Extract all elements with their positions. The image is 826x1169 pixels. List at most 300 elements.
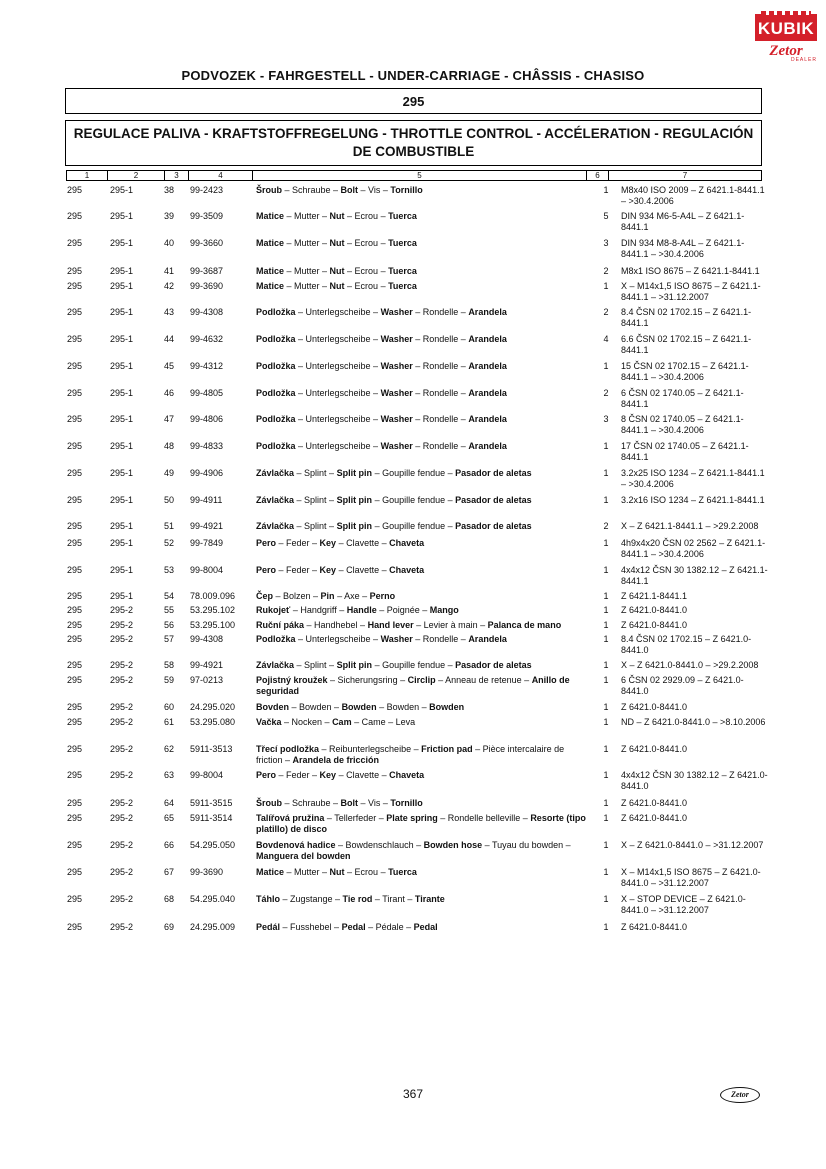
cell-group: 295 <box>67 840 83 850</box>
description-text: – Unterlegscheibe – <box>295 334 381 344</box>
cell-group: 295 <box>67 414 83 424</box>
description-text: – Tuyau du bowden – <box>482 840 571 850</box>
cell-note: Z 6421.0-8441.0 <box>621 702 688 712</box>
cell-description <box>256 334 591 345</box>
cell-group: 295 <box>67 266 83 276</box>
description-term: Tuerca <box>388 867 417 877</box>
cell-subgroup: 295-2 <box>110 702 134 712</box>
cell-position: 58 <box>164 660 175 670</box>
cell-description <box>256 414 591 425</box>
cell-group: 295 <box>67 388 83 398</box>
description-text: – Clavette – <box>336 770 390 780</box>
cell-position: 55 <box>164 605 175 615</box>
description-text: – Mutter – <box>284 867 330 877</box>
description-term: Washer <box>380 414 413 424</box>
description-term: Bovdenová hadice <box>256 840 336 850</box>
description-text: – Unterlegscheibe – <box>295 361 381 371</box>
cell-note: X – Z 6421.0-8441.0 – >31.12.2007 <box>621 840 764 850</box>
description-term: Pero <box>256 770 277 780</box>
cell-subgroup: 295-1 <box>110 495 134 505</box>
cell-description <box>256 894 591 905</box>
description-text: – Feder – <box>276 770 320 780</box>
cell-quantity: 1 <box>603 620 609 630</box>
description-text: – Splint – <box>294 495 337 505</box>
cell-note: 4x4x12 ČSN 30 1382.12 – Z 6421.1-8441.1 <box>621 565 768 586</box>
cell-subgroup: 295-2 <box>110 744 134 754</box>
cell-subgroup: 295-1 <box>110 388 134 398</box>
category-title: PODVOZEK - FAHRGESTELL - UNDER-CARRIAGE - CHÂSSIS - CHASISO <box>181 68 645 83</box>
description-term: Washer <box>380 307 413 317</box>
footer-zetor-logo: Zetor <box>720 1087 760 1103</box>
cell-description <box>256 813 591 835</box>
description-text: – Fusshebel – <box>280 922 342 932</box>
description-term: Split pin <box>336 468 373 478</box>
cell-quantity: 1 <box>603 538 609 548</box>
description-term: Třecí podložka <box>256 744 320 754</box>
cell-group: 295 <box>67 744 83 754</box>
description-term: Nut <box>329 211 345 221</box>
description-term: Arandela <box>468 441 507 451</box>
cell-part-number: 97-0213 <box>190 675 224 685</box>
description-text: – Ecrou – <box>344 281 389 291</box>
description-text: – Rondelle – <box>412 441 469 451</box>
cell-position: 48 <box>164 441 175 451</box>
cell-subgroup: 295-2 <box>110 620 134 630</box>
cell-group: 295 <box>67 605 83 615</box>
cell-position: 60 <box>164 702 175 712</box>
cell-part-number: 99-3687 <box>190 266 224 276</box>
description-text: – Axe – <box>334 591 370 601</box>
cell-quantity: 1 <box>603 867 609 877</box>
cell-note: Z 6421.1-8441.1 <box>621 591 688 601</box>
description-text: – Rondelle belleville – <box>437 813 531 823</box>
cell-quantity: 1 <box>603 660 609 670</box>
cell-quantity: 1 <box>603 281 609 291</box>
cell-description <box>256 266 591 277</box>
description-term: Tuerca <box>388 266 417 276</box>
cell-group: 295 <box>67 185 83 195</box>
description-term: Arandela <box>468 634 507 644</box>
cell-group: 295 <box>67 238 83 248</box>
cell-part-number: 99-4805 <box>190 388 224 398</box>
description-term: Šroub <box>256 185 282 195</box>
cell-subgroup: 295-2 <box>110 813 134 823</box>
description-term: Pero <box>256 565 277 575</box>
cell-note: 6 ČSN 02 2929.09 – Z 6421.0-8441.0 <box>621 675 744 696</box>
cell-quantity: 1 <box>603 185 609 195</box>
cell-position: 54 <box>164 591 175 601</box>
description-text: – Nocken – <box>281 717 333 727</box>
cell-note: Z 6421.0-8441.0 <box>621 620 688 630</box>
cell-quantity: 1 <box>603 361 609 371</box>
cell-note: Z 6421.0-8441.0 <box>621 813 688 823</box>
cell-subgroup: 295-2 <box>110 840 134 850</box>
cell-position: 45 <box>164 361 175 371</box>
description-term: Matice <box>256 867 285 877</box>
cell-note: M8x40 ISO 2009 – Z 6421.1-8441.1 – >30.4.2006 <box>621 185 765 206</box>
cell-note: DIN 934 M8-8-A4L – Z 6421.1-8441.1 – >30.4.2006 <box>621 238 745 259</box>
description-text: – Vis – <box>358 185 391 195</box>
column-header: 1 <box>67 171 108 180</box>
cell-position: 51 <box>164 521 175 531</box>
description-text: – Ecrou – <box>344 867 389 877</box>
cell-note: 4x4x12 ČSN 30 1382.12 – Z 6421.0-8441.0 <box>621 770 768 791</box>
cell-group: 295 <box>67 798 83 808</box>
description-term: Arandela <box>468 414 507 424</box>
description-term: Arandela <box>468 361 507 371</box>
description-term: Podložka <box>256 361 296 371</box>
column-header: 2 <box>108 171 165 180</box>
logo-tagline: DEALER <box>790 57 817 63</box>
cell-note: 15 ČSN 02 1702.15 – Z 6421.1-8441.1 – >30.4.2006 <box>621 361 749 382</box>
description-term: Podložka <box>256 388 296 398</box>
description-term: Pojistný kroužek <box>256 675 328 685</box>
description-term: Tornillo <box>390 185 423 195</box>
cell-part-number: 99-8004 <box>190 565 224 575</box>
cell-description <box>256 565 591 576</box>
description-text: – Unterlegscheibe – <box>295 441 381 451</box>
description-text: – Levier à main – <box>413 620 488 630</box>
cell-subgroup: 295-2 <box>110 675 134 685</box>
description-term: Bolt <box>340 185 359 195</box>
cell-group: 295 <box>67 922 83 932</box>
cell-description <box>256 441 591 452</box>
cell-description <box>256 238 591 249</box>
description-term: Arandela <box>468 307 507 317</box>
description-term: Anillo de seguridad <box>256 675 570 696</box>
description-text: – Feder – <box>276 565 320 575</box>
description-text: – Zugstange – <box>280 894 343 904</box>
cell-description <box>256 798 591 809</box>
cell-description <box>256 468 591 479</box>
description-text: – Pièce intercalaire de friction – <box>256 744 565 765</box>
description-term: Podložka <box>256 634 296 644</box>
description-term: Resorte (tipo platillo) de disco <box>256 813 586 834</box>
cell-group: 295 <box>67 770 83 780</box>
cell-position: 46 <box>164 388 175 398</box>
cell-description <box>256 660 591 671</box>
description-text: – Bowdenschlauch – <box>335 840 424 850</box>
description-term: Šroub <box>256 798 282 808</box>
description-text: – Unterlegscheibe – <box>295 414 381 424</box>
cell-quantity: 2 <box>603 266 609 276</box>
cell-quantity: 1 <box>603 441 609 451</box>
cell-group: 295 <box>67 894 83 904</box>
description-term: Vačka <box>256 717 282 727</box>
description-text: – Mutter – <box>284 238 330 248</box>
description-text: – Pédale – <box>365 922 414 932</box>
cell-part-number: 5911-3513 <box>190 744 233 754</box>
description-text: – Schraube – <box>282 185 341 195</box>
cell-note: X – STOP DEVICE – Z 6421.0-8441.0 – >31.12.2007 <box>621 894 746 915</box>
cell-group: 295 <box>67 717 83 727</box>
cell-subgroup: 295-1 <box>110 591 134 601</box>
cell-subgroup: 295-2 <box>110 717 134 727</box>
description-term: Tuerca <box>388 211 417 221</box>
description-text: – Rondelle – <box>412 307 469 317</box>
cell-part-number: 99-2423 <box>190 185 224 195</box>
description-text: – Schraube – <box>282 798 341 808</box>
cell-subgroup: 295-2 <box>110 798 134 808</box>
description-term: Key <box>319 565 337 575</box>
description-text: – Reibunterlegscheibe – <box>319 744 422 754</box>
cell-part-number: 53.295.080 <box>190 717 236 727</box>
description-text: – Tellerfeder – <box>324 813 387 823</box>
cell-note: 6.6 ČSN 02 1702.15 – Z 6421.1-8441.1 <box>621 334 752 355</box>
cell-description <box>256 634 591 645</box>
cell-position: 47 <box>164 414 175 424</box>
cell-quantity: 1 <box>603 840 609 850</box>
cell-subgroup: 295-1 <box>110 441 134 451</box>
cell-description <box>256 620 591 631</box>
description-term: Tuerca <box>388 238 417 248</box>
cell-quantity: 1 <box>603 605 609 615</box>
cell-subgroup: 295-1 <box>110 307 134 317</box>
cell-group: 295 <box>67 702 83 712</box>
cell-description <box>256 717 591 728</box>
cell-description <box>256 495 591 506</box>
description-text: – Unterlegscheibe – <box>295 307 381 317</box>
cell-group: 295 <box>67 521 83 531</box>
cell-position: 39 <box>164 211 175 221</box>
description-term: Chaveta <box>389 538 425 548</box>
cell-subgroup: 295-1 <box>110 468 134 478</box>
description-term: Arandela <box>468 388 507 398</box>
cell-subgroup: 295-1 <box>110 361 134 371</box>
column-header: 4 <box>189 171 253 180</box>
cell-part-number: 99-4632 <box>190 334 224 344</box>
cell-subgroup: 295-1 <box>110 211 134 221</box>
cell-part-number: 99-4921 <box>190 660 224 670</box>
cell-part-number: 99-3660 <box>190 238 224 248</box>
cell-part-number: 53.295.100 <box>190 620 236 630</box>
cell-description <box>256 388 591 399</box>
cell-group: 295 <box>67 441 83 451</box>
cell-description <box>256 211 591 222</box>
section-title-line1: REGULACE PALIVA - KRAFTSTOFFREGELUNG - THROTTLE CONTROL - ACCÉLERATION - REGULACIÓN <box>73 126 754 141</box>
cell-group: 295 <box>67 565 83 575</box>
description-term: Chaveta <box>389 770 425 780</box>
cell-note: X – M14x1,5 ISO 8675 – Z 6421.0-8441.0 – >31.12.2007 <box>621 867 761 888</box>
cell-note: Z 6421.0-8441.0 <box>621 922 688 932</box>
description-text: – Rondelle – <box>412 334 469 344</box>
description-term: Handle <box>346 605 377 615</box>
description-term: Manguera del bowden <box>256 851 351 861</box>
cell-group: 295 <box>67 538 83 548</box>
description-text: – Came – Leva <box>351 717 416 727</box>
cell-description <box>256 867 591 878</box>
cell-position: 59 <box>164 675 175 685</box>
cell-note: 4h9x4x20 ČSN 02 2562 – Z 6421.1-8441.1 – >30.4.2006 <box>621 538 766 559</box>
cell-part-number: 24.295.020 <box>190 702 236 712</box>
cell-quantity: 4 <box>603 334 609 344</box>
cell-position: 66 <box>164 840 175 850</box>
page-number: 367 <box>402 1087 424 1101</box>
cell-part-number: 78.009.096 <box>190 591 236 601</box>
cell-group: 295 <box>67 468 83 478</box>
cell-position: 65 <box>164 813 175 823</box>
cell-subgroup: 295-1 <box>110 266 134 276</box>
description-text: – Ecrou – <box>344 238 389 248</box>
cell-part-number: 99-4921 <box>190 521 224 531</box>
cell-note: DIN 934 M6-5-A4L – Z 6421.1-8441.1 <box>621 211 745 232</box>
cell-position: 42 <box>164 281 175 291</box>
cell-part-number: 99-8004 <box>190 770 224 780</box>
description-text: – Unterlegscheibe – <box>295 388 381 398</box>
cell-quantity: 2 <box>603 307 609 317</box>
cell-group: 295 <box>67 495 83 505</box>
description-term: Tornillo <box>390 798 423 808</box>
cell-subgroup: 295-2 <box>110 660 134 670</box>
description-text: – Poignée – <box>376 605 430 615</box>
cell-part-number: 99-7849 <box>190 538 224 548</box>
cell-note: X – M14x1,5 ISO 8675 – Z 6421.1-8441.1 – >31.12.2007 <box>621 281 761 302</box>
cell-subgroup: 295-1 <box>110 334 134 344</box>
description-term: Matice <box>256 211 285 221</box>
cell-note: M8x1 ISO 8675 – Z 6421.1-8441.1 <box>621 266 760 276</box>
cell-subgroup: 295-2 <box>110 867 134 877</box>
cell-subgroup: 295-1 <box>110 414 134 424</box>
description-term: Arandela de fricción <box>292 755 380 765</box>
description-term: Arandela <box>468 334 507 344</box>
cell-part-number: 24.295.009 <box>190 922 236 932</box>
cell-description <box>256 521 591 532</box>
description-term: Bowden <box>429 702 465 712</box>
cell-description <box>256 185 591 196</box>
cell-quantity: 1 <box>603 813 609 823</box>
cell-description <box>256 605 591 616</box>
description-term: Bolt <box>340 798 359 808</box>
logo-kubik-text: KUBIK <box>755 14 817 41</box>
logo-zetor-text: Zetor <box>769 43 803 59</box>
description-term: Pedál <box>256 922 281 932</box>
description-text: – Goupille fendue – <box>372 495 456 505</box>
description-term: Split pin <box>336 521 373 531</box>
description-term: Tirante <box>414 894 445 904</box>
description-text: – Sicherungsring – <box>327 675 408 685</box>
cell-group: 295 <box>67 620 83 630</box>
cell-group: 295 <box>67 307 83 317</box>
cell-group: 295 <box>67 281 83 291</box>
column-header-row <box>66 170 762 181</box>
description-term: Matice <box>256 266 285 276</box>
cell-quantity: 1 <box>603 702 609 712</box>
cell-description <box>256 744 591 766</box>
cell-position: 56 <box>164 620 175 630</box>
cell-group: 295 <box>67 675 83 685</box>
cell-position: 49 <box>164 468 175 478</box>
description-term: Pasador de aletas <box>455 495 532 505</box>
cell-position: 41 <box>164 266 175 276</box>
description-term: Palanca de mano <box>487 620 562 630</box>
description-text: – Anneau de retenue – <box>435 675 532 685</box>
cell-quantity: 2 <box>603 521 609 531</box>
description-term: Pedal <box>413 922 438 932</box>
cell-note: 8.4 ČSN 02 1702.15 – Z 6421.0-8441.0 <box>621 634 752 655</box>
description-term: Key <box>319 770 337 780</box>
cell-group: 295 <box>67 334 83 344</box>
cell-group: 295 <box>67 867 83 877</box>
cell-description <box>256 840 591 862</box>
group-number: 295 <box>65 88 762 114</box>
description-term: Čep <box>256 591 274 601</box>
description-term: Pasador de aletas <box>455 468 532 478</box>
cell-part-number: 53.295.102 <box>190 605 236 615</box>
cell-position: 43 <box>164 307 175 317</box>
description-text: – Goupille fendue – <box>372 660 456 670</box>
description-text: – Feder – <box>276 538 320 548</box>
cell-note: X – Z 6421.1-8441.1 – >29.2.2008 <box>621 521 759 531</box>
cell-group: 295 <box>67 361 83 371</box>
cell-part-number: 5911-3514 <box>190 813 233 823</box>
cell-position: 40 <box>164 238 175 248</box>
cell-part-number: 99-4312 <box>190 361 224 371</box>
cell-description <box>256 307 591 318</box>
cell-position: 68 <box>164 894 175 904</box>
description-term: Bovden <box>256 702 290 712</box>
description-term: Mango <box>429 605 459 615</box>
description-term: Pedal <box>341 922 366 932</box>
cell-part-number: 54.295.040 <box>190 894 236 904</box>
cell-quantity: 1 <box>603 770 609 780</box>
column-header: 3 <box>165 171 189 180</box>
cell-note: Z 6421.0-8441.0 <box>621 744 688 754</box>
cell-part-number: 99-4833 <box>190 441 224 451</box>
description-text: – Goupille fendue – <box>372 521 456 531</box>
description-text: – Tirant – <box>372 894 415 904</box>
cell-note: 6 ČSN 02 1740.05 – Z 6421.1-8441.1 <box>621 388 744 409</box>
cell-subgroup: 295-1 <box>110 185 134 195</box>
cell-note: X – Z 6421.0-8441.0 – >29.2.2008 <box>621 660 759 670</box>
cell-quantity: 1 <box>603 495 609 505</box>
cell-note: 8.4 ČSN 02 1702.15 – Z 6421.1-8441.1 <box>621 307 752 328</box>
cell-part-number: 54.295.050 <box>190 840 236 850</box>
cell-subgroup: 295-2 <box>110 894 134 904</box>
description-text: – Mutter – <box>284 266 330 276</box>
cell-description <box>256 675 591 697</box>
description-term: Bowden <box>341 702 377 712</box>
description-term: Závlačka <box>256 660 295 670</box>
description-term: Pero <box>256 538 277 548</box>
cell-position: 67 <box>164 867 175 877</box>
cell-quantity: 3 <box>603 414 609 424</box>
cell-quantity: 1 <box>603 591 609 601</box>
column-header: 6 <box>587 171 609 180</box>
cell-description <box>256 538 591 549</box>
cell-quantity: 1 <box>603 634 609 644</box>
description-term: Podložka <box>256 334 296 344</box>
cell-description <box>256 361 591 372</box>
cell-position: 61 <box>164 717 175 727</box>
section-title <box>65 120 762 166</box>
description-text: – Splint – <box>294 468 337 478</box>
cell-quantity: 3 <box>603 238 609 248</box>
description-term: Key <box>319 538 337 548</box>
cell-position: 63 <box>164 770 175 780</box>
description-term: Split pin <box>336 660 373 670</box>
cell-part-number: 99-4308 <box>190 307 224 317</box>
cell-subgroup: 295-1 <box>110 238 134 248</box>
cell-quantity: 1 <box>603 675 609 685</box>
description-term: Závlačka <box>256 495 295 505</box>
cell-subgroup: 295-2 <box>110 922 134 932</box>
description-text: – Vis – <box>358 798 391 808</box>
description-text: – Handhebel – <box>304 620 368 630</box>
description-term: Bowden hose <box>423 840 483 850</box>
description-term: Podložka <box>256 307 296 317</box>
cell-part-number: 99-4806 <box>190 414 224 424</box>
description-text: – Splint – <box>294 521 337 531</box>
